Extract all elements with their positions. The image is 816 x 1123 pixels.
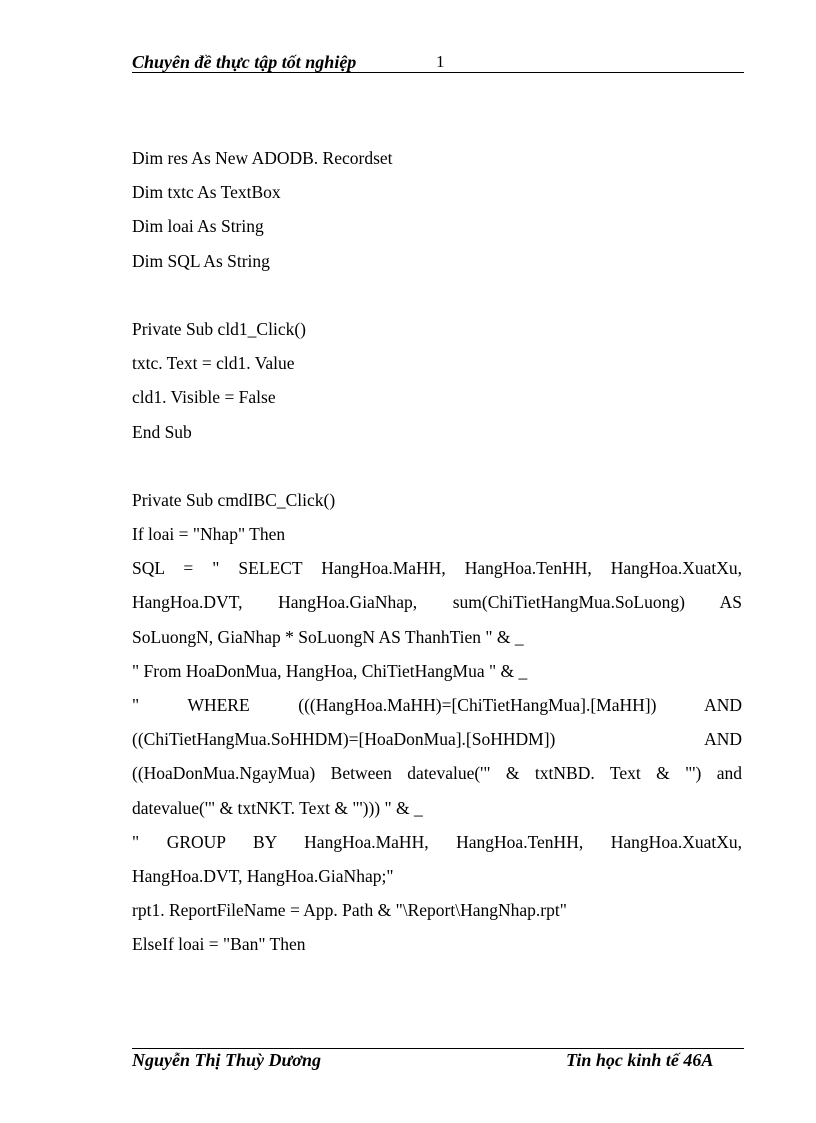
code-line: Dim loai As String bbox=[132, 216, 264, 237]
code-line: Private Sub cmdIBC_Click() bbox=[132, 489, 336, 510]
code-line: SQL = " SELECT HangHoa.MaHH, HangHoa.TenHH, HangHoa.XuatXu, bbox=[132, 558, 742, 579]
code-line: SoLuongN, GiaNhap * SoLuongN AS ThanhTien " & _ bbox=[132, 626, 524, 647]
code-line: txtc. Text = cld1. Value bbox=[132, 353, 295, 374]
code-line: " GROUP BY HangHoa.MaHH, HangHoa.TenHH, HangHoa.XuatXu, bbox=[132, 831, 742, 852]
code-line: " From HoaDonMua, HangHoa, ChiTietHangMua " & _ bbox=[132, 660, 528, 681]
code-line: End Sub bbox=[132, 421, 192, 442]
footer-author: Nguyễn Thị Thuỳ Dương bbox=[132, 1050, 321, 1070]
blank-line bbox=[132, 449, 742, 483]
code-line: Dim txtc As TextBox bbox=[132, 182, 281, 203]
footer-class-name: Tin học kinh tế 46A bbox=[566, 1050, 714, 1070]
code-line: If loai = "Nhap" Then bbox=[132, 524, 286, 545]
footer-divider bbox=[132, 1048, 744, 1049]
code-line: Dim SQL As String bbox=[132, 250, 270, 271]
code-listing bbox=[132, 141, 742, 962]
code-line: ((HoaDonMua.NgayMua) Between datevalue('" & txtNBD. Text & "') and bbox=[132, 763, 742, 784]
code-line: datevalue('" & txtNKT. Text & "'))) " & _ bbox=[132, 797, 423, 818]
code-line: Dim res As New ADODB. Recordset bbox=[132, 148, 393, 168]
code-line: cld1. Visible = False bbox=[132, 387, 276, 408]
header-divider bbox=[132, 72, 744, 73]
blank-line bbox=[132, 278, 742, 312]
code-line: HangHoa.DVT, HangHoa.GiaNhap, sum(ChiTietHangMua.SoLuong) AS bbox=[132, 592, 742, 613]
code-line: HangHoa.DVT, HangHoa.GiaNhap;" bbox=[132, 865, 394, 886]
code-line: ElseIf loai = "Ban" Then bbox=[132, 934, 306, 955]
code-line: " WHERE (((HangHoa.MaHH)=[ChiTietHangMua].[MaHH]) AND bbox=[132, 695, 742, 715]
document-header-title: Chuyên đề thực tập tốt nghiệp bbox=[132, 52, 357, 72]
code-line: Private Sub cld1_Click() bbox=[132, 318, 307, 339]
code-line: ((ChiTietHangMua.SoHHDM)=[HoaDonMua].[SoHHDM]) AND bbox=[132, 729, 742, 750]
page-number: 1 bbox=[436, 52, 445, 71]
code-line: rpt1. ReportFileName = App. Path & "\Report\HangNhap.rpt" bbox=[132, 900, 567, 921]
